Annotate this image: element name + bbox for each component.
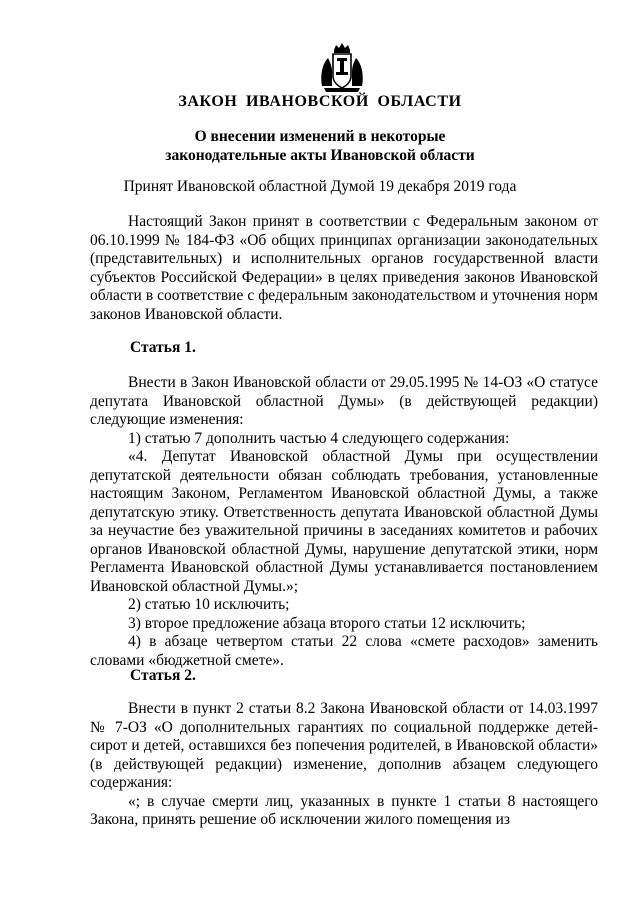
article-paragraph: Внести в Закон Ивановской области от 29.05.1995 № 14-ОЗ «О статусе депутата Ивановской областной Думы» (в действующей редакции) следующие изменения: [90, 374, 598, 428]
article-paragraph: «; в случае смерти лиц, указанных в пункте 1 статьи 8 настоящего Закона, принять решение об исключении жилого помещения из [90, 792, 598, 828]
article-paragraph: 4) в абзаце четвертом статьи 22 слова «смете расходов» заменить словами «бюджетной смете». [90, 633, 598, 669]
law-subtitle [0, 127, 640, 165]
law-title: ЗАКОН ИВАНОВСКОЙ ОБЛАСТИ [178, 93, 462, 110]
preamble [90, 213, 598, 324]
article-2-body [90, 700, 598, 830]
article-2-heading: Статья 2. [130, 667, 196, 684]
preamble-paragraph: Настоящий Закон принят в соответствии с Федеральным законом от 06.10.1999 № 184-ФЗ «Об общих принципах организации законодательных (представительных) и исполнительных органов государственной власти субъектов Российской Федерации» в целях приведения законов Ивановской области в соответствие с федеральным законодательством и уточнения норм законов Ивановской области. [90, 213, 598, 323]
article-paragraph: 1) статью 7 дополнить частью 4 следующего содержания: [128, 429, 510, 447]
article-paragraph: 2) статью 10 исключить; [128, 596, 290, 613]
article-1-heading: Статья 1. [130, 339, 196, 356]
article-paragraph: 3) второе предложение абзаца второго статьи 12 исключить; [128, 614, 526, 632]
subtitle-line: О внесении изменений в некоторые [194, 128, 446, 145]
article-paragraph: Внести в пункт 2 статьи 8.2 Закона Ивановской области от 14.03.1997 № 7-ОЗ «О дополнительных гарантиях по социальной поддержке детей-сирот и детей, оставшихся без попечения родителей, в Ивановской области» (в действующей редакции) изменение, дополнив абзацем следующего содержания: [90, 700, 598, 791]
article-1-body [90, 374, 598, 670]
coat-of-arms-icon [318, 42, 366, 94]
subtitle-line: законодательные акты Ивановской области [165, 147, 475, 164]
adoption-note: Принят Ивановской областной Думой 19 декабря 2019 года [123, 178, 517, 195]
article-paragraph: «4. Депутат Ивановской областной Думы при осуществлении депутатской деятельности обязан соблюдать требования, установленные настоящим Законом, Регламентом Ивановской областной Думы, а также депутатскую этику. Ответственность депутата Ивановской областной Думы за неучастие без уважительной причины в заседаниях комитетов и рабочих органов Ивановской областной Думы, нарушение депутатской этики, норм Регламента Ивановской областной Думы устанавливается постановлением Ивановской областной Думы.»; [90, 448, 598, 595]
